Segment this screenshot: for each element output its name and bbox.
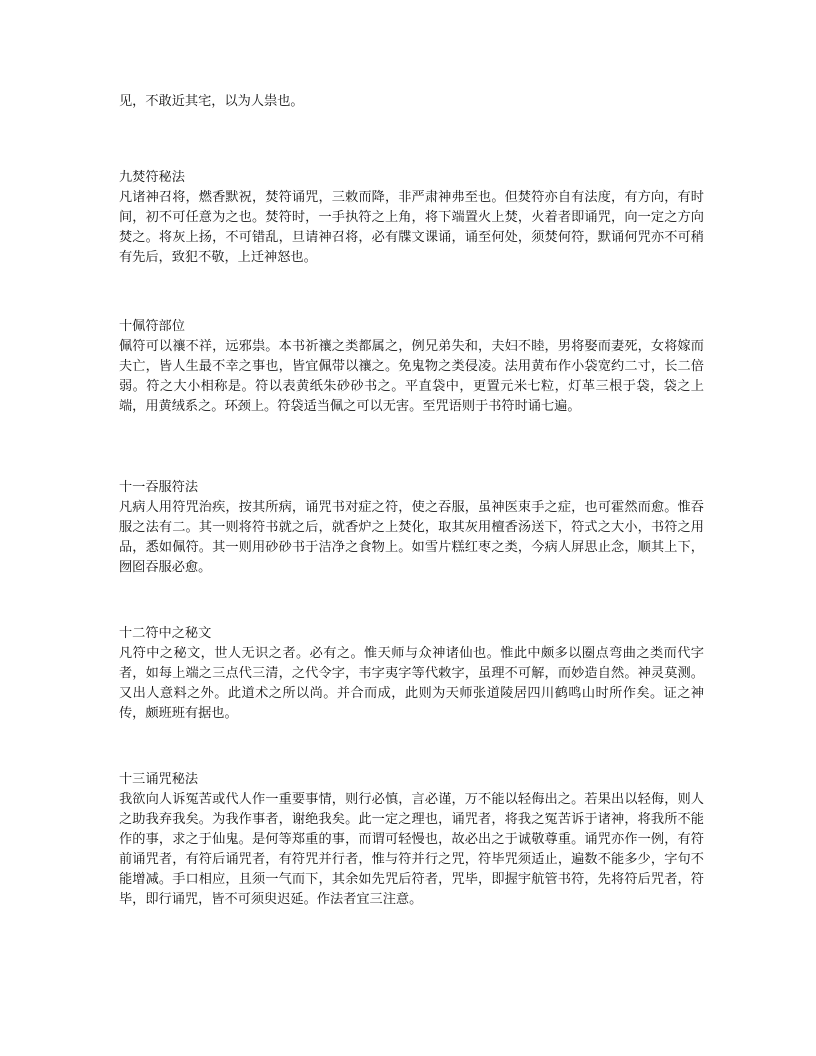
section-11 [119,478,704,578]
section-heading: 十二符中之秘文 [119,626,212,641]
section-12 [119,624,704,724]
section-10 [119,317,704,417]
section-paragraph: 凡病人用符咒治疾，按其所病，诵咒书对症之符，使之吞服，虽神医束手之症，也可霍然而愈。惟吞服之法有二。其一则将符书就之后，就香炉之上焚化，取其灰用檀香汤送下，符式之大小，书符之用品，悉如佩符。其一则用砂砂书于洁净之食物上。如雪片糕红枣之类，今病人屏思止念，顺其上下，囫囵吞服必愈。 [119,500,704,575]
section-paragraph: 佩符可以禳不祥，远邪祟。本书祈禳之类都属之，例兄弟失和，夫妇不睦，男将娶而妻死，女将嫁而夫亡，皆人生最不幸之事也，皆宜佩带以禳之。免鬼物之类侵凌。法用黄布作小袋宽约二寸，长二倍弱。符之大小相称是。符以表黄纸朱砂砂书之。平直袋中，更置元米七粒，灯革三根于袋，袋之上端，用黄绒系之。环颈上。符袋适当佩之可以无害。至咒语则于书符时诵七遍。 [119,339,704,414]
section-heading: 九焚符秘法 [119,170,185,185]
section-heading: 十一吞服符法 [119,480,199,495]
intro-block [119,92,704,112]
section-paragraph: 凡诸神召将，燃香默祝，焚符诵咒，三敕而降，非严肃神弗至也。但焚符亦自有法度，有方向，有时间，初不可任意为之也。焚符时，一手执符之上角，将下端置火上焚，火着者即诵咒，向一定之方向焚之。将灰上扬，不可错乱，旦请神召将，必有牒文课诵，诵至何处，须焚何符，默诵何咒亦不可稍有先后，致犯不敬，上迁神怒也。 [119,190,704,265]
section-heading: 十三诵咒秘法 [119,772,199,787]
section-paragraph: 我欲向人诉冤苦或代人作一重要事情，则行必慎，言必谨，万不能以轻侮出之。若果出以轻侮，则人之助我弃我矣。为我作事者，谢绝我矣。此一定之理也，诵咒者，将我之冤苦诉于诸神，将我所不能作的事，求之于仙鬼。是何等郑重的事，而谓可轻慢也，故必出之于诚敬尊重。诵咒亦作一例，有符前诵咒者，有符后诵咒者，有符咒并行者，惟与符并行之咒，符毕咒须适止，遍数不能多少，字句不能增减。手口相应，且须一气而下，其余如先咒后符者，咒毕，即握宇航管书符，先将符后咒者，符毕，即行诵咒，皆不可须臾迟延。作法者宜三注意。 [119,792,704,907]
intro-paragraph: 见，不敢近其宅，以为人祟也。 [119,94,304,109]
section-9 [119,168,704,268]
section-paragraph: 凡符中之秘文，世人无识之者。必有之。惟天师与众神诸仙也。惟此中颇多以圈点弯曲之类而代字者，如每上端之三点代三清，之代令字，韦字夷字等代敕字，虽理不可解，而妙造自然。神灵莫测。又出人意料之外。此道术之所以尚。并合而成，此则为天师张道陵居四川鹤鸣山时所作矣。证之神传，颇班班有据也。 [119,646,704,721]
section-heading: 十佩符部位 [119,319,185,334]
section-13 [119,770,704,910]
